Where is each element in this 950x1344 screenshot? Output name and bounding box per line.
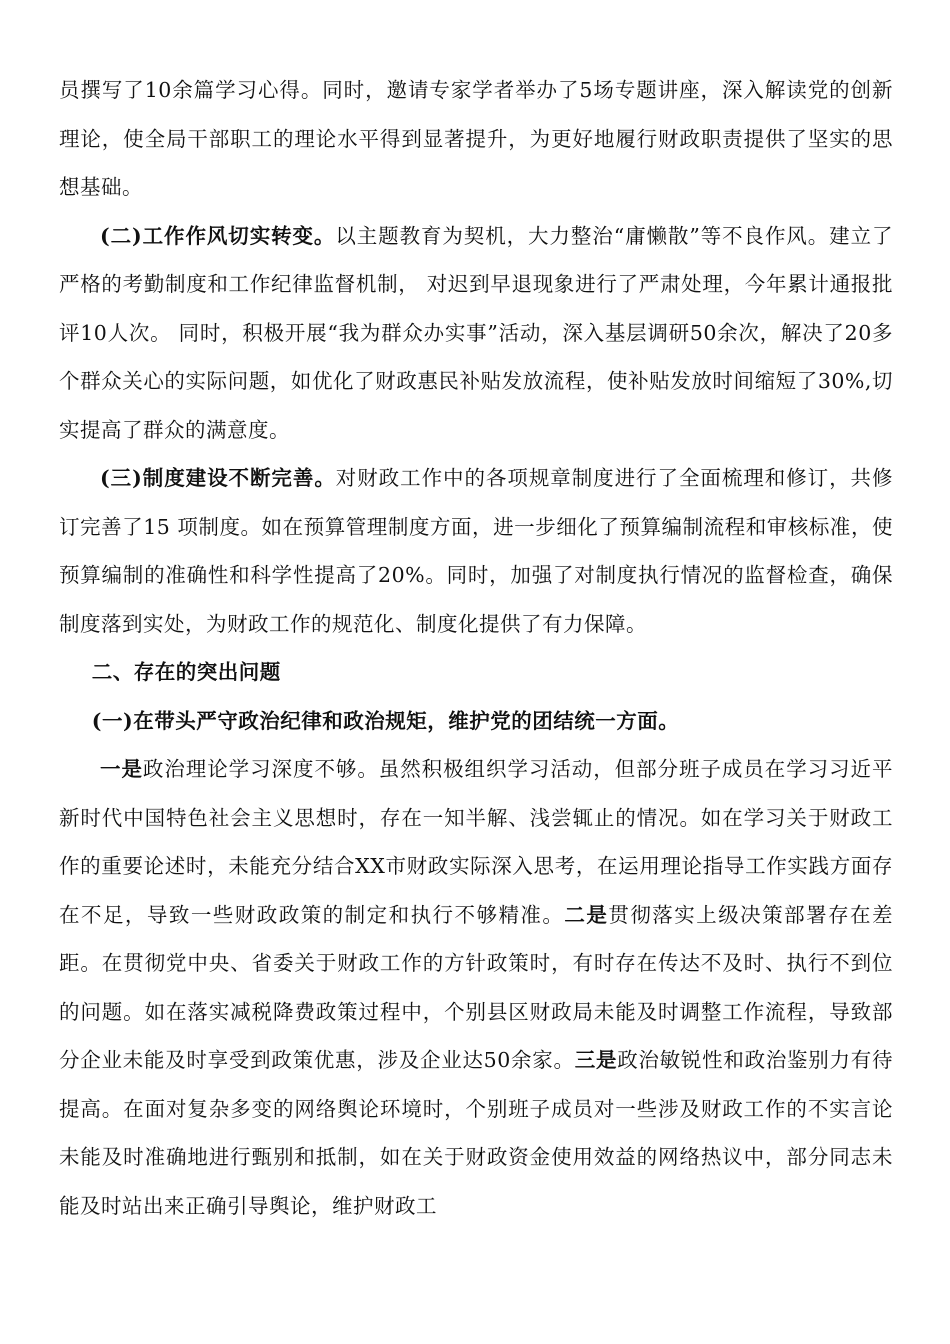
document-page bbox=[59, 66, 893, 1230]
paragraph-lead: (二)工作作风切实转变。 bbox=[100, 223, 336, 248]
paragraph-text: 政治敏锐性和政治鉴别力有待提高。在面对复杂多变的网络舆论环境时，个别班子成员对一些涉及财政工作的不实言论未能及时准确地进行甄别和抵制，如在关于财政资金使用效益的网络热议中，部分同志未能及时站出来正确引导舆论，维护财政工 bbox=[59, 1048, 893, 1218]
paragraph-lead: 二是 bbox=[564, 902, 609, 927]
paragraph-system-building bbox=[59, 454, 893, 648]
paragraph-work-style bbox=[59, 212, 893, 455]
section-heading: 二、存在的突出问题 bbox=[91, 660, 281, 684]
paragraph-text: 贯彻落实上级决策部署存在差距。在贯彻党中央、省委关于财政工作的方针政策时，有时存在传达不及时、执行不到位的问题。如在落实减税降费政策过程中，个别县区财政局未能及时调整工作流程，导致部分企业未能及时享受到政策优惠，涉及企业达50余家。 bbox=[59, 902, 894, 1072]
paragraph-lead: 三是 bbox=[574, 1048, 618, 1072]
paragraph-problems bbox=[59, 745, 893, 1230]
paragraph-lead: 一是 bbox=[100, 757, 143, 781]
paragraph-text: 以主题教育为契机，大力整治“庸懒散”等不良作风。建立了严格的考勤制度和工作纪律监督机制， 对迟到早退现象进行了严肃处理，今年累计通报批评10人次。 同时，积极开展“我为群众办实事”活动，深入基层调研50余次，解决了20多个群众关心的实际问题，如优化了财政惠民补贴发放流程，使补贴发放时间缩短了30%,切实提高了群众的满意度。 bbox=[59, 223, 893, 442]
paragraph-text: 政治理论学习深度不够。虽然积极组织学习活动，但部分班子成员在学习习近平新时代中国特色社会主义思想时，存在一知半解、浅尝辄止的情况。如在学习关于财政工作的重要论述时，未能充分结合XX市财政实际深入思考，在运用理论指导工作实践方面存在不足，导致一些财政政策的制定和执行不够精准。 bbox=[59, 757, 893, 927]
paragraph-continuation: 员撰写了10余篇学习心得。同时，邀请专家学者举办了5场专题讲座，深入解读党的创新理论，使全局干部职工的理论水平得到显著提升，为更好地履行财政职责提供了坚实的思想基础。 bbox=[59, 78, 893, 199]
paragraph-lead: (三)制度建设不断完善。 bbox=[100, 466, 336, 490]
paragraph-text: 对财政工作中的各项规章制度进行了全面梳理和修订，共修订完善了15 项制度。如在预算管理制度方面，进一步细化了预算编制流程和审核标准，使预算编制的准确性和科学性提高了20%。同时，加强了对制度执行情况的监督检查，确保制度落到实处，为财政工作的规范化、制度化提供了有力保障。 bbox=[59, 466, 893, 636]
subsection-heading: (一)在带头严守政治纪律和政治规矩，维护党的团结统一方面。 bbox=[91, 708, 680, 733]
